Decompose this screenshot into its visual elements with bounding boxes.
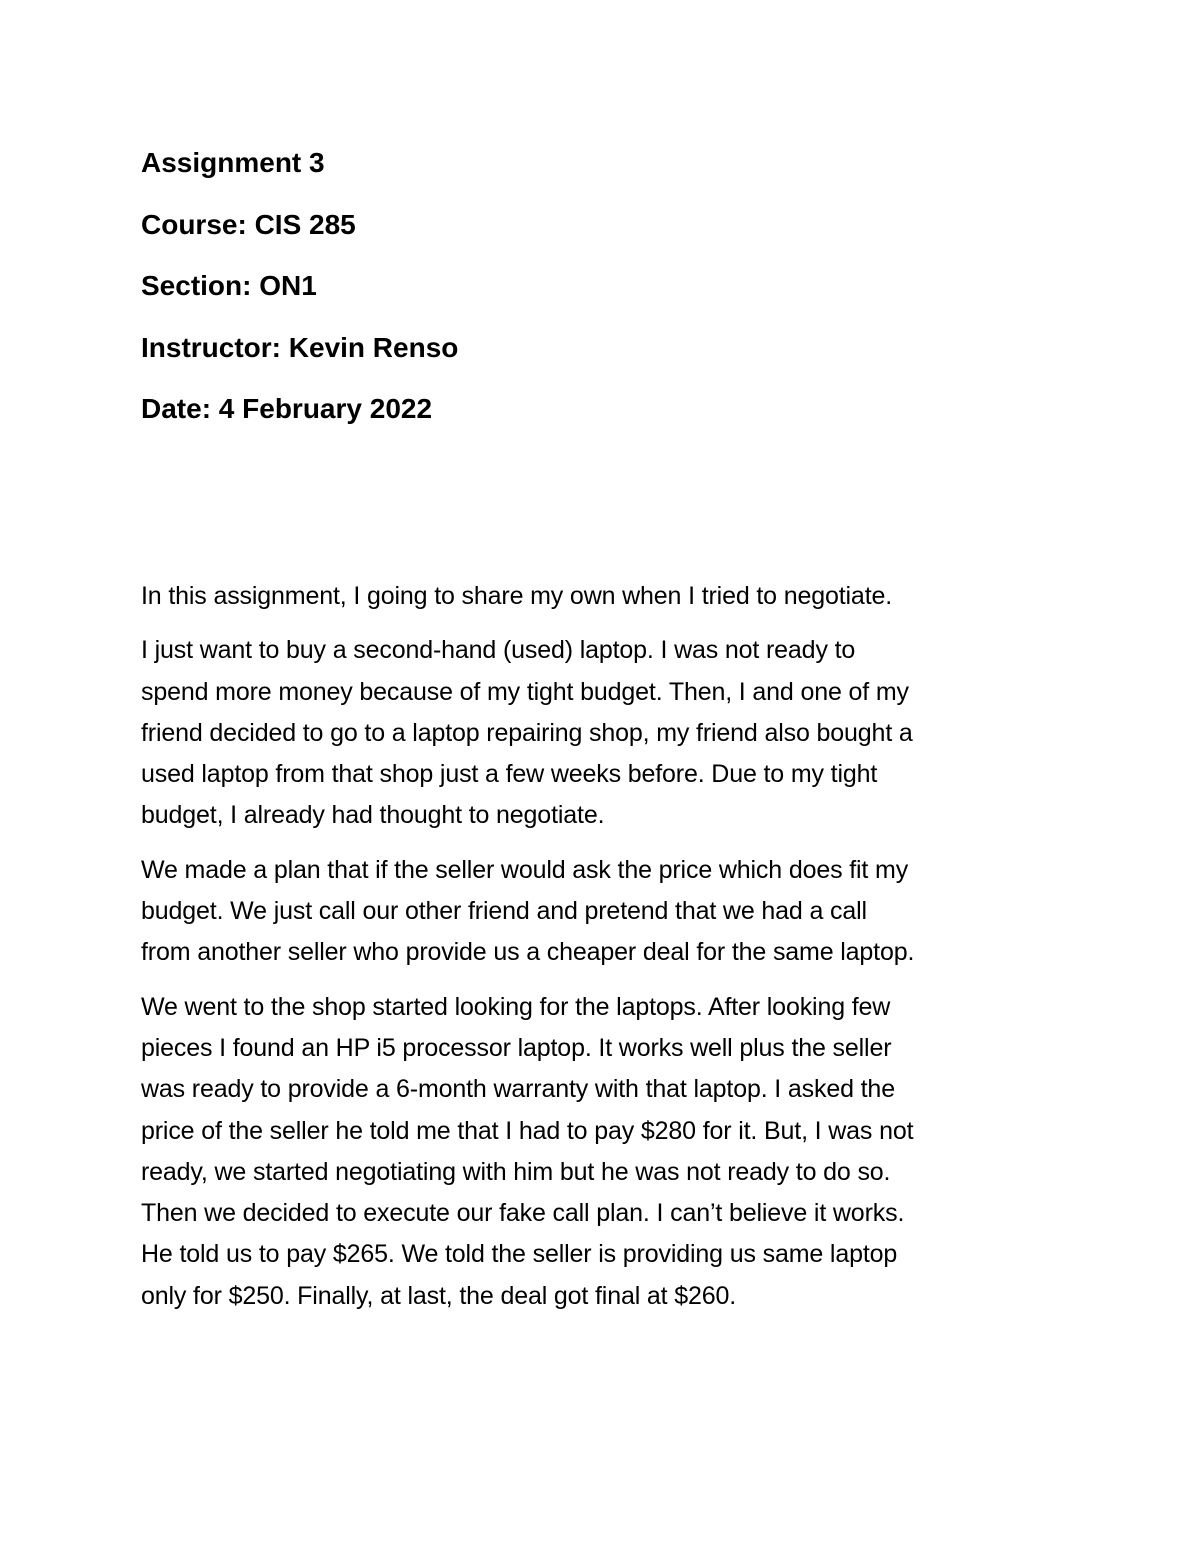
text-line: price of the seller he told me that I had to pay $280 for it. But, I was not bbox=[141, 1116, 914, 1145]
text-line: spend more money because of my tight budget. Then, I and one of my bbox=[141, 677, 909, 706]
text-line: We made a plan that if the seller would ask the price which does fit my bbox=[141, 855, 909, 884]
course-line: Course: CIS 285 bbox=[141, 208, 356, 240]
text-line: used laptop from that shop just a few weeks before. Due to my tight bbox=[141, 760, 878, 789]
assignment-title: Assignment 3 bbox=[141, 147, 325, 178]
text-line: We went to the shop started looking for the laptops. After looking few bbox=[141, 992, 891, 1021]
text-line: pieces I found an HP i5 processor laptop. It works well plus the seller bbox=[141, 1033, 892, 1062]
text-line: I just want to buy a second-hand (used) laptop. I was not ready to bbox=[141, 636, 856, 665]
section-line: Section: ON1 bbox=[141, 270, 317, 301]
document-header bbox=[141, 146, 1041, 454]
paragraph-plan bbox=[141, 850, 1071, 974]
text-line: budget. We just call our other friend and pretend that we had a call bbox=[141, 897, 867, 926]
text-line: from another seller who provide us a cheaper deal for the same laptop. bbox=[141, 938, 915, 967]
text-line: ready, we started negotiating with him but he was not ready to do so. bbox=[141, 1157, 891, 1186]
text-line: was ready to provide a 6-month warranty with that laptop. I asked the bbox=[141, 1075, 895, 1104]
document-body bbox=[141, 576, 1071, 1330]
text-line: only for $250. Finally, at last, the deal got final at $260. bbox=[141, 1281, 737, 1310]
text-line: budget, I already had thought to negotiate. bbox=[141, 801, 605, 830]
text-line: In this assignment, I going to share my own when I tried to negotiate. bbox=[141, 582, 893, 610]
paragraph-laptop-need bbox=[141, 630, 1071, 836]
text-line: Then we decided to execute our fake call plan. I can’t believe it works. bbox=[141, 1199, 905, 1228]
paragraph-intro bbox=[141, 576, 1071, 617]
date-line: Date: 4 February 2022 bbox=[141, 393, 433, 424]
text-line: He told us to pay $265. We told the seller is providing us same laptop bbox=[141, 1240, 898, 1269]
instructor-line: Instructor: Kevin Renso bbox=[141, 331, 459, 363]
paragraph-negotiation bbox=[141, 987, 1071, 1317]
text-line: friend decided to go to a laptop repairing shop, my friend also bought a bbox=[141, 718, 913, 747]
